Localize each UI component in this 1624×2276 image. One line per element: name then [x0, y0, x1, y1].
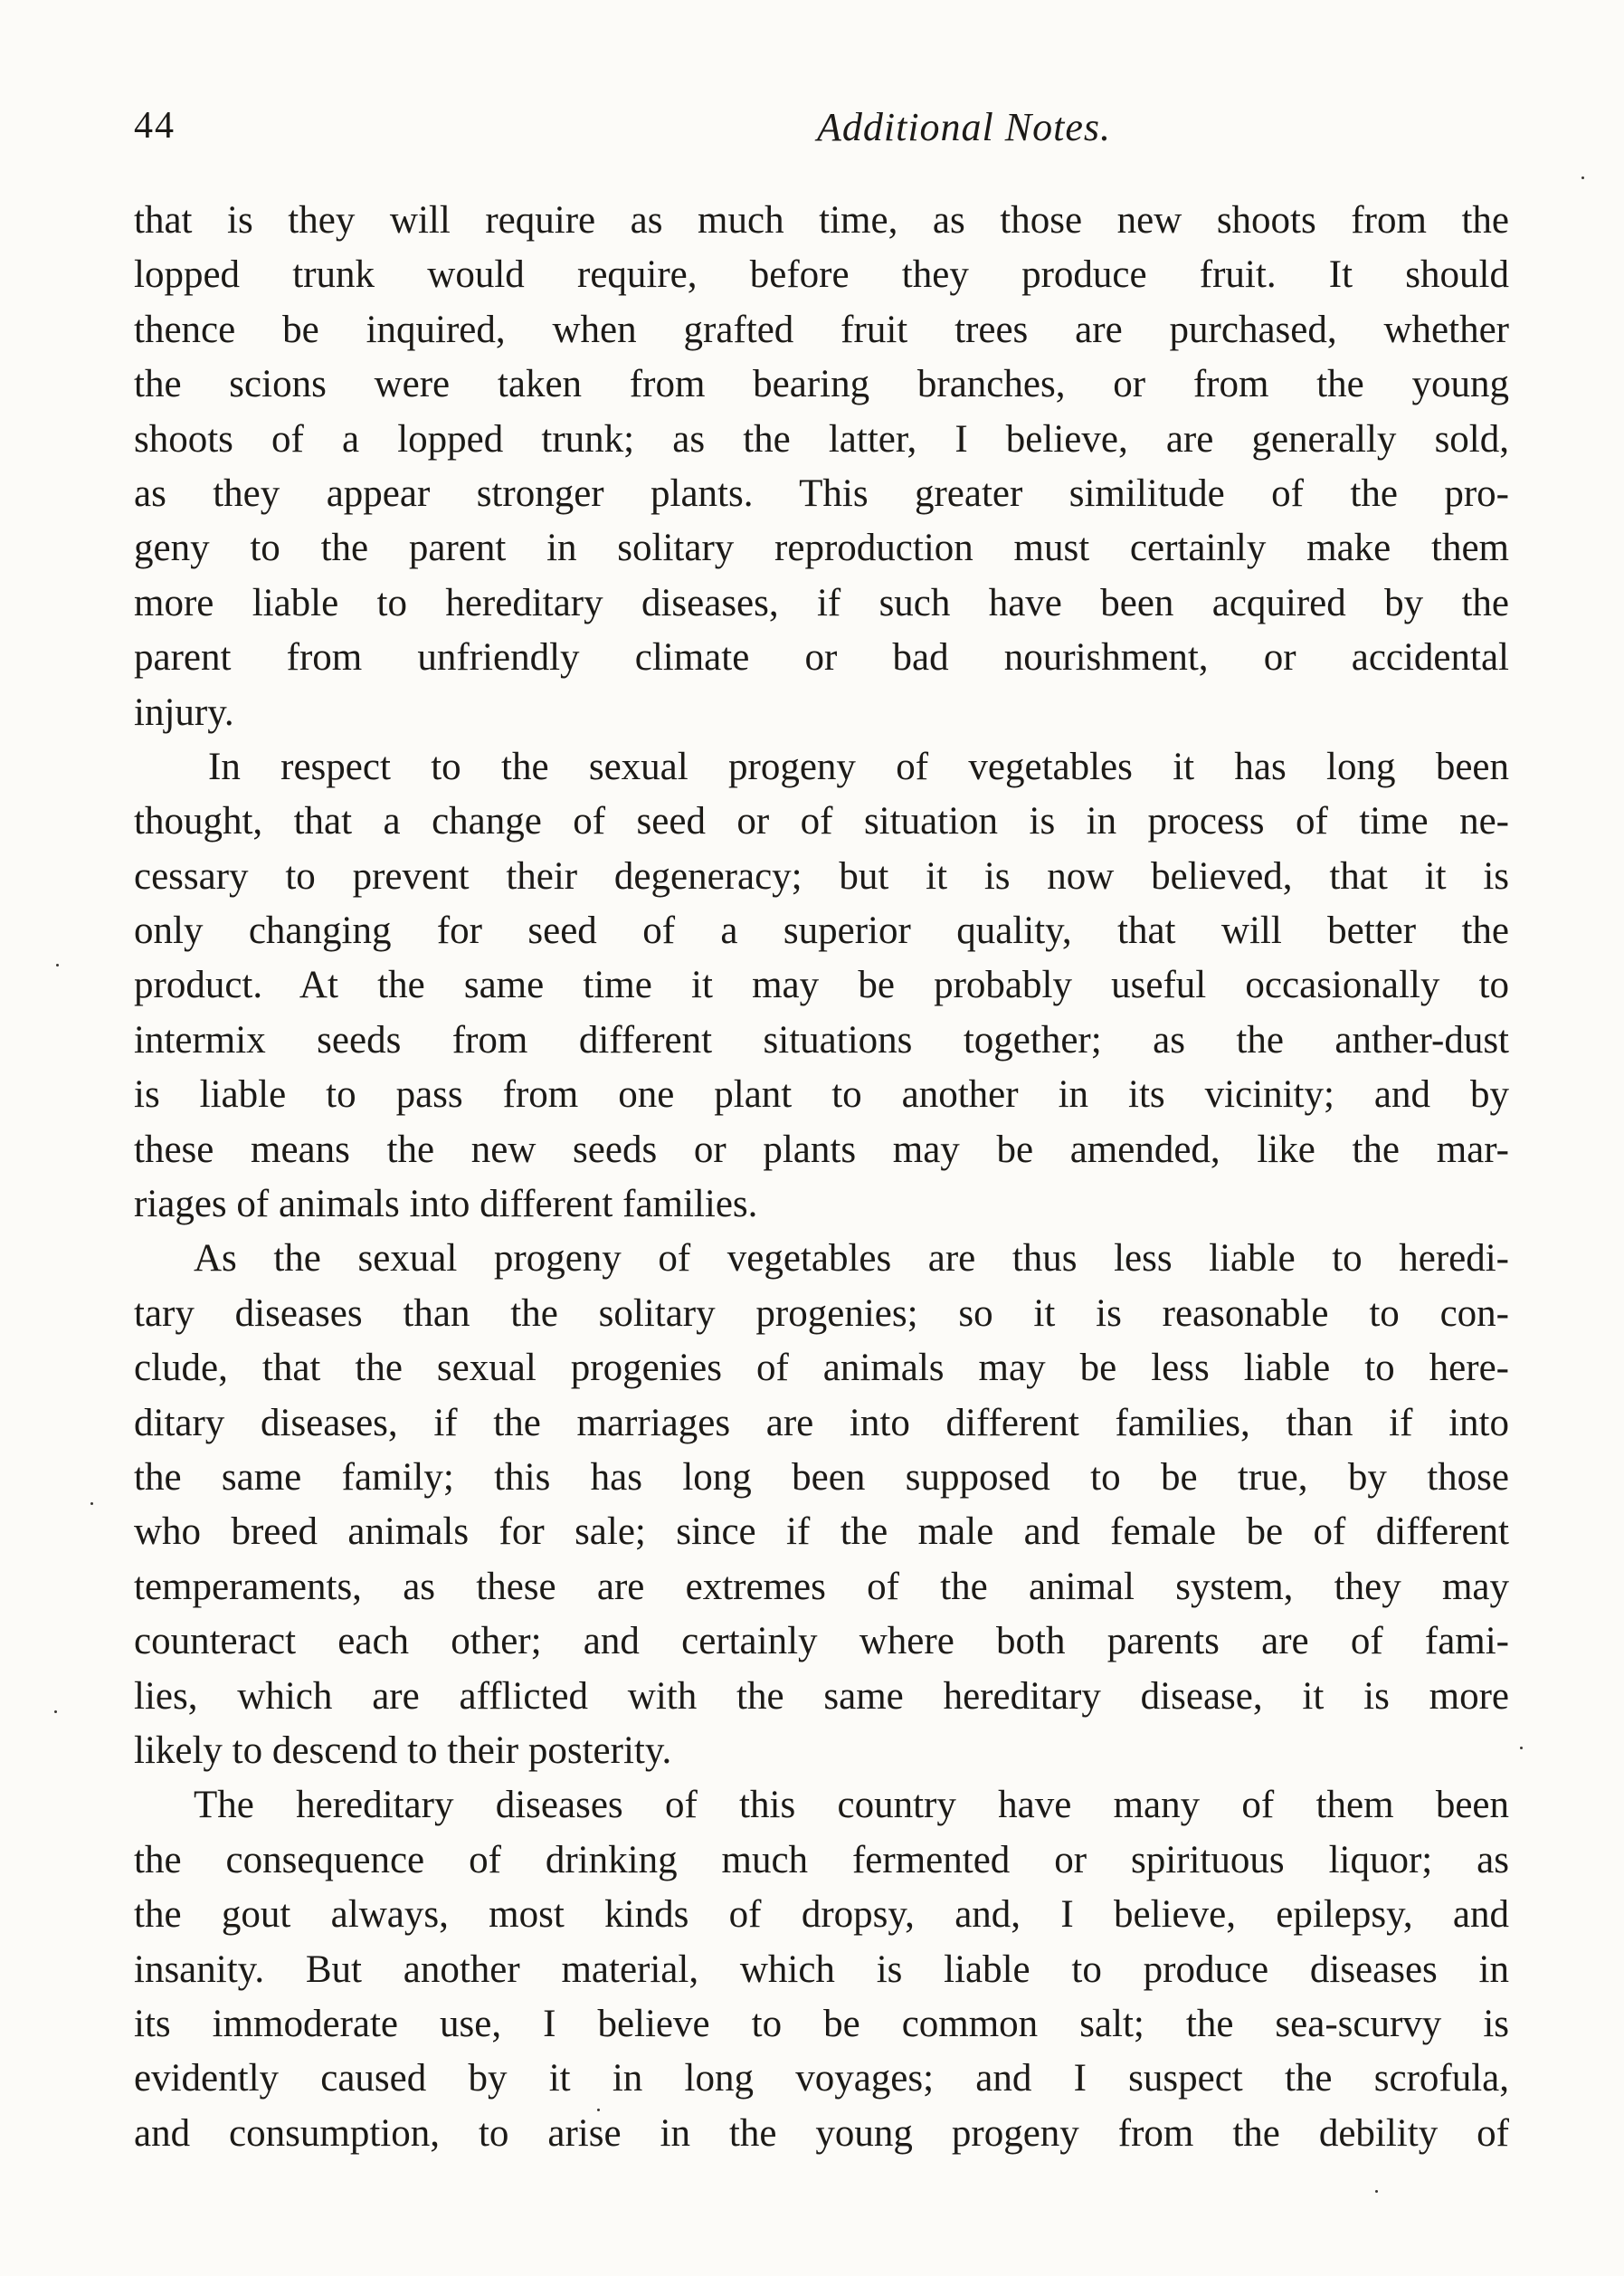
- text-line: clude, that the sexual progenies of animals may be less liable to here-: [134, 1347, 1509, 1390]
- text-line: riages of animals into different families.: [134, 1183, 758, 1226]
- text-line: intermix seeds from different situations together; as the anther-dust: [134, 1018, 1509, 1062]
- running-head: [134, 104, 1509, 158]
- paragraph-1: [134, 194, 1509, 740]
- text-line: injury.: [134, 690, 234, 734]
- text-line: shoots of a lopped trunk; as the latter, I believe, are generally sold,: [134, 417, 1509, 461]
- text-line: temperaments, as these are extremes of the animal system, they may: [134, 1565, 1509, 1608]
- body-text: [134, 194, 1509, 2161]
- paragraph-3: [134, 1232, 1509, 1778]
- paper-speck: [90, 1502, 93, 1505]
- text-line: the scions were taken from bearing branches, or from the young: [134, 363, 1509, 406]
- text-line: lies, which are afflicted with the same hereditary disease, it is more: [134, 1674, 1509, 1718]
- text-line: ditary diseases, if the marriages are into different families, than if into: [134, 1401, 1509, 1444]
- text-line: the consequence of drinking much fermented or spirituous liquor; as: [134, 1838, 1509, 1881]
- text-line: who breed animals for sale; since if the male and female be of different: [134, 1510, 1509, 1554]
- text-line: likely to descend to their posterity.: [134, 1728, 672, 1772]
- text-line: tary diseases than the solitary progenies; so it is reasonable to con-: [134, 1291, 1509, 1335]
- text-line: counteract each other; and certainly where both parents are of fami-: [134, 1620, 1509, 1663]
- paragraph-4: [134, 1778, 1509, 2161]
- text-line: product. At the same time it may be probably useful occasionally to: [134, 964, 1509, 1007]
- text-line: parent from unfriendly climate or bad nourishment, or accidental: [134, 636, 1509, 680]
- paper-speck: [1375, 2190, 1378, 2193]
- text-line: geny to the parent in solitary reproduction must certainly make them: [134, 527, 1509, 570]
- text-line: only changing for seed of a superior quality, that will better the: [134, 909, 1509, 953]
- text-line: The hereditary diseases of this country have many of them been: [194, 1784, 1509, 1827]
- paper-speck: [54, 1710, 57, 1713]
- paper-speck: [56, 964, 59, 967]
- text-line: as they appear stronger plants. This greater similitude of the pro-: [134, 471, 1509, 515]
- text-line: cessary to prevent their degeneracy; but it is now believed, that it is: [134, 854, 1509, 898]
- text-line: its immoderate use, I believe to be common salt; the sea-scurvy is: [134, 2002, 1509, 2045]
- paragraph-2: [134, 740, 1509, 1233]
- text-line: is liable to pass from one plant to another in its vicinity; and by: [134, 1073, 1509, 1117]
- paper-speck: [1581, 176, 1584, 179]
- paper-speck: [1520, 1747, 1523, 1749]
- running-head-title: Additional Notes.: [817, 105, 1111, 149]
- text-line: thence be inquired, when grafted fruit trees are purchased, whether: [134, 308, 1509, 351]
- text-line: the gout always, most kinds of dropsy, and, I believe, epilepsy, and: [134, 1893, 1509, 1937]
- text-line: As the sexual progeny of vegetables are thus less liable to heredi-: [194, 1237, 1509, 1281]
- text-line: these means the new seeds or plants may be amended, like the mar-: [134, 1128, 1509, 1171]
- text-line: insanity. But another material, which is liable to produce diseases in: [134, 1947, 1509, 1991]
- paper-speck: [597, 2109, 600, 2111]
- text-line: thought, that a change of seed or of situation is in process of time ne-: [134, 800, 1509, 843]
- text-line: that is they will require as much time, as those new shoots from the: [134, 199, 1509, 242]
- text-line: and consumption, to arise in the young progeny from the debility of: [134, 2111, 1509, 2155]
- page-number: 44: [134, 105, 176, 147]
- text-line: the same family; this has long been supposed to be true, by those: [134, 1455, 1509, 1499]
- text-line: more liable to hereditary diseases, if such have been acquired by the: [134, 581, 1509, 624]
- text-line: evidently caused by it in long voyages; and I suspect the scrofula,: [134, 2057, 1509, 2100]
- text-line: lopped trunk would require, before they produce fruit. It should: [134, 253, 1509, 297]
- text-line: In respect to the sexual progeny of vegetables it has long been: [208, 745, 1509, 788]
